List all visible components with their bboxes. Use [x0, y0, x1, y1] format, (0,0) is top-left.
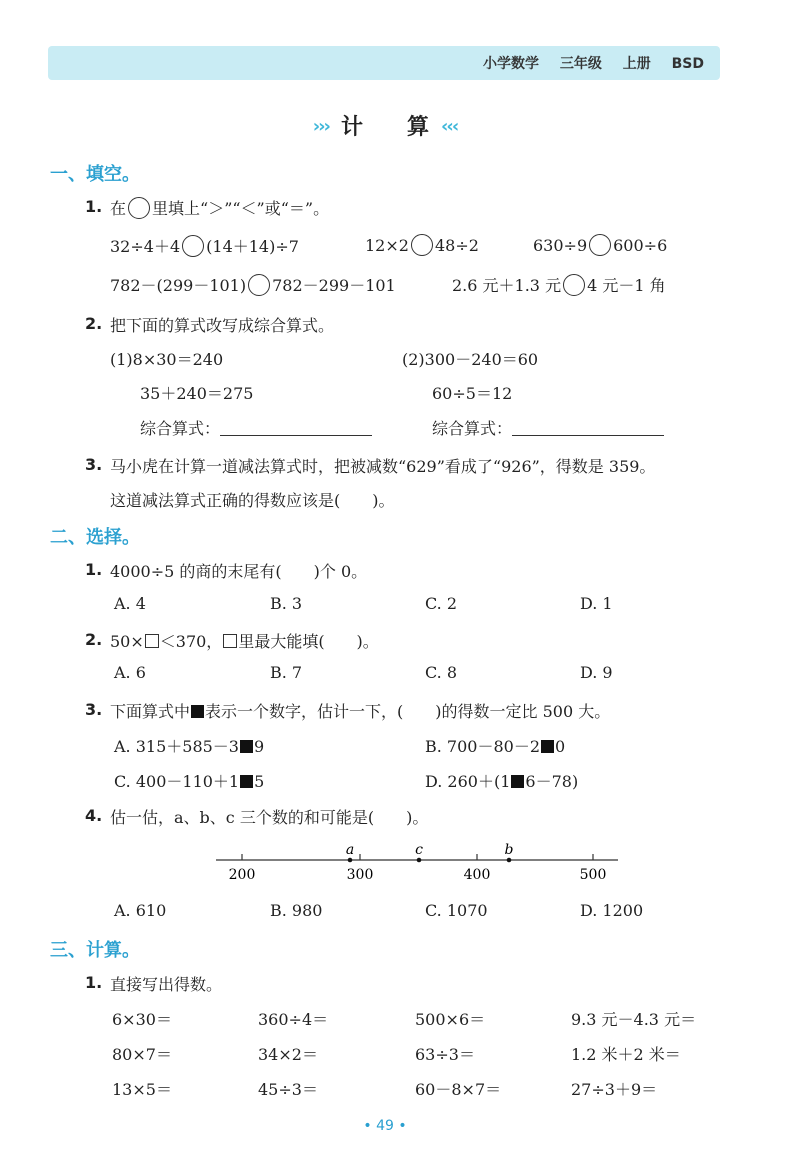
option[interactable]: [114, 769, 264, 792]
compare-left: 2.6 元＋1.3 元: [452, 276, 562, 295]
calc-item[interactable]: 60－8×7＝: [415, 1080, 502, 1099]
choice-q4-number: 4.: [85, 806, 103, 825]
fill-q2-number: 2.: [85, 314, 103, 333]
tick-label: 400: [463, 867, 491, 883]
point-c: [417, 858, 422, 863]
header-grade: 三年级: [559, 56, 602, 72]
combined-label: 综合算式：: [140, 419, 221, 438]
point-label-c: c: [415, 842, 423, 858]
black-square-icon: [511, 775, 524, 788]
fill-q2-b2: 60÷5＝12: [432, 384, 513, 403]
compare-left: 32÷4＋4: [110, 237, 181, 256]
calc-item[interactable]: 45÷3＝: [258, 1080, 318, 1099]
fill-q2-answer-b: [432, 416, 664, 439]
choice-q3-b: 表示一个数字，估计一下，( )的得数一定比 500 大。: [205, 702, 611, 721]
compare-circle[interactable]: [411, 234, 433, 256]
answer-blank[interactable]: [512, 421, 664, 436]
circle-icon: [128, 197, 150, 219]
calc-item[interactable]: 63÷3＝: [415, 1045, 475, 1064]
calc-item[interactable]: 360÷4＝: [258, 1010, 329, 1029]
compare-circle[interactable]: [589, 234, 611, 256]
compare-item-2: [365, 234, 479, 256]
fill-q2-b1: (2)300－240＝60: [402, 350, 539, 369]
tick-label: 500: [579, 867, 607, 883]
option[interactable]: A. 6: [114, 663, 146, 682]
black-square-icon: [191, 705, 204, 718]
number-line: [210, 838, 630, 888]
choice-q1-number: 1.: [85, 560, 103, 579]
choice-q2-c: 里最大能填( )。: [238, 632, 379, 651]
header-bar: [48, 46, 720, 80]
fill-q1-prompt-b: 里填上“＞”“＜”或“＝”。: [152, 199, 330, 218]
fill-q1-number: 1.: [85, 197, 103, 216]
option[interactable]: B. 7: [270, 663, 303, 682]
option-text: 5: [254, 772, 265, 791]
choice-q2-b: ＜370，: [159, 632, 223, 651]
calc-item[interactable]: 27÷3＋9＝: [571, 1080, 658, 1099]
compare-left: 12×2: [365, 236, 409, 255]
option[interactable]: D. 1200: [580, 901, 644, 920]
section-heading-choice: 二、选择。: [50, 527, 140, 548]
fill-q2-a2: 35＋240＝275: [140, 384, 254, 403]
title-left: 计: [340, 115, 363, 140]
option[interactable]: C. 8: [425, 663, 458, 682]
choice-q3-a: 下面算式中: [110, 702, 191, 721]
tick-label: 300: [346, 867, 374, 883]
choice-q2-prompt: [110, 629, 379, 652]
compare-left: 630÷9: [533, 236, 588, 255]
compare-circle[interactable]: [563, 274, 585, 296]
option[interactable]: C. 2: [425, 594, 458, 613]
point-label-a: a: [345, 842, 355, 858]
compare-left: 782－(299－101): [110, 276, 247, 295]
option[interactable]: A. 4: [114, 594, 146, 613]
compare-circle[interactable]: [248, 274, 270, 296]
choice-q2-a: 50×: [110, 632, 144, 651]
option[interactable]: C. 1070: [425, 901, 488, 920]
fill-q2-prompt: 把下面的算式改写成综合算式。: [110, 316, 335, 335]
title-arrows-left-icon: ›››: [312, 116, 329, 137]
fill-q3-line2: 这道减法算式正确的得数应该是( )。: [110, 491, 395, 510]
section-heading-calc: 三、计算。: [50, 940, 140, 961]
compare-right: (14＋14)÷7: [206, 237, 299, 256]
black-square-icon: [541, 740, 554, 753]
section-heading-fill: 一、填空。: [50, 164, 140, 185]
choice-q3-prompt: [110, 699, 610, 722]
compare-item-3: [533, 234, 667, 256]
option[interactable]: D. 9: [580, 663, 613, 682]
choice-q2-number: 2.: [85, 630, 103, 649]
fill-q3-line1: 马小虎在计算一道减法算式时，把被减数“629”看成了“926”，得数是 359。: [110, 457, 656, 476]
calc-item[interactable]: 80×7＝: [112, 1045, 172, 1064]
page-title: [0, 110, 770, 141]
choice-q3-number: 3.: [85, 700, 103, 719]
black-square-icon: [240, 775, 253, 788]
compare-right: 600÷6: [613, 236, 668, 255]
calc-item[interactable]: 9.3 元－4.3 元＝: [571, 1010, 697, 1029]
point-label-b: b: [504, 842, 514, 858]
option-text: 0: [555, 737, 566, 756]
option-text: D. 260＋(1: [425, 772, 511, 791]
fill-q1-prompt-a: 在: [110, 199, 127, 218]
fill-q3-number: 3.: [85, 455, 103, 474]
black-square-icon: [240, 740, 253, 753]
fill-q2-a1: (1)8×30＝240: [110, 350, 224, 369]
option[interactable]: B. 3: [270, 594, 303, 613]
option[interactable]: [114, 734, 264, 757]
calc-q1-number: 1.: [85, 973, 103, 992]
option-text: B. 700－80－2: [425, 737, 541, 756]
option[interactable]: A. 610: [114, 901, 167, 920]
compare-right: 48÷2: [434, 236, 479, 255]
page-number: • 49 •: [363, 1118, 407, 1134]
title-arrows-right-icon: ‹‹‹: [441, 116, 458, 137]
answer-blank[interactable]: [220, 421, 372, 436]
option[interactable]: [425, 734, 565, 757]
calc-item[interactable]: 13×5＝: [112, 1080, 172, 1099]
fill-q1-prompt: [110, 196, 329, 219]
option[interactable]: D. 1: [580, 594, 613, 613]
point-a: [348, 858, 353, 863]
compare-item-5: [452, 273, 666, 296]
option-text: 6－78): [525, 772, 579, 791]
option[interactable]: [425, 769, 578, 792]
compare-item-1: [110, 234, 299, 257]
calc-item[interactable]: 1.2 米＋2 米＝: [571, 1045, 681, 1064]
square-box-icon: [145, 634, 159, 648]
header-edition: BSD: [671, 56, 704, 72]
compare-circle[interactable]: [182, 235, 204, 257]
compare-item-4: [110, 273, 396, 296]
header-subject: 小学数学: [483, 56, 539, 72]
calc-item[interactable]: 6×30＝: [112, 1010, 172, 1029]
calc-q1-prompt: 直接写出得数。: [110, 975, 223, 994]
square-box-icon: [223, 634, 237, 648]
header-text: [467, 53, 704, 73]
fill-q2-answer-a: [140, 416, 372, 439]
calc-item[interactable]: 500×6＝: [415, 1010, 486, 1029]
calc-item[interactable]: 34×2＝: [258, 1045, 318, 1064]
option-text: A. 315＋585－3: [114, 737, 239, 756]
point-b: [507, 858, 512, 863]
header-volume: 上册: [622, 56, 651, 72]
title-right: 算: [407, 115, 430, 140]
tick-label: 200: [228, 867, 256, 883]
option-text: 9: [254, 737, 265, 756]
compare-right: 4 元－1 角: [587, 276, 666, 295]
choice-q1-prompt: 4000÷5 的商的末尾有( )个 0。: [110, 562, 368, 581]
choice-q4-prompt: 估一估，a、b、c 三个数的和可能是( )。: [110, 808, 429, 827]
option-text: C. 400－110＋1: [114, 772, 240, 791]
option[interactable]: B. 980: [270, 901, 323, 920]
combined-label: 综合算式：: [432, 419, 513, 438]
compare-right: 782－299－101: [272, 276, 396, 295]
